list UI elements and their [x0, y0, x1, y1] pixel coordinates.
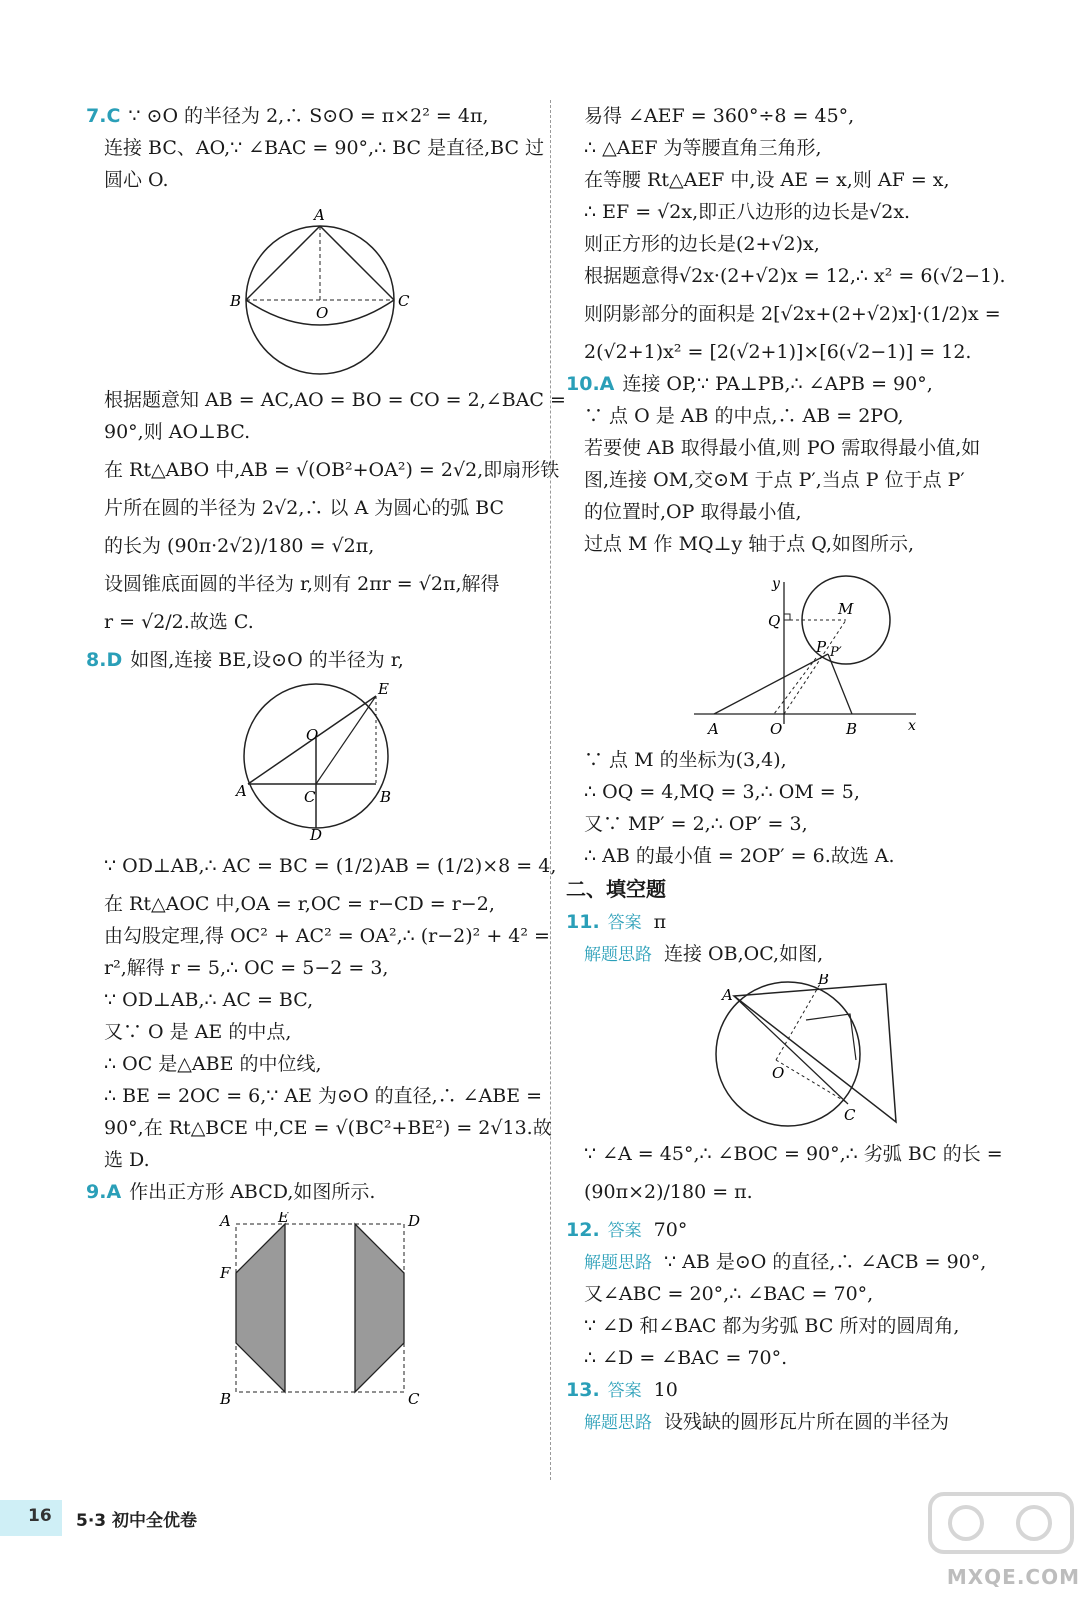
q8-after-3: r²,解得 r = 5,∴ OC = 5−2 = 3,: [104, 957, 389, 979]
q9-label-F: F: [220, 1264, 231, 1282]
q11-after-1: (90π×2)/180 = π.: [584, 1181, 753, 1203]
q8-label-O: O: [306, 726, 319, 744]
q12-answer-line: [566, 1214, 1026, 1246]
q12-hint-line: 解题思路 ∵ AB 是⊙O 的直径,∴ ∠ACB = 90°,: [584, 1251, 987, 1273]
q13-number: 13.: [566, 1379, 600, 1401]
q10-after-3: ∴ AB 的最小值 = 2OP′ = 6.故选 A.: [584, 845, 895, 867]
q7-after-2: 在 Rt△ABO 中,AB = √(OB²+OA²) = 2√2,即扇形铁: [104, 459, 560, 481]
q11-label-A: A: [722, 986, 733, 1004]
q8-after-9: 选 D.: [104, 1149, 150, 1171]
q9c-line-4: 则正方形的边长是(2+√2)x,: [584, 233, 820, 255]
q13-answer: 10: [653, 1379, 678, 1401]
q8-after-5: 又∵ O 是 AE 的中点,: [104, 1021, 292, 1043]
q13-hint-line: 解题思路 设残缺的圆形瓦片所在圆的半径为: [584, 1411, 950, 1433]
q7-figure: [86, 200, 538, 380]
q10-line-5: 过点 M 作 MQ⊥y 轴于点 Q,如图所示,: [584, 533, 914, 555]
q11-label-C: C: [844, 1106, 856, 1124]
q7-line-1: 连接 BC、AO,∵ ∠BAC = 90°,∴ BC 是直径,BC 过: [104, 137, 545, 159]
q7-label-A: A: [314, 206, 325, 224]
q11-label-B: B: [818, 974, 830, 988]
q9c-line-0: 易得 ∠AEF = 360°÷8 = 45°,: [584, 105, 855, 127]
q9-label-D: D: [408, 1212, 421, 1230]
q12-answer: 70°: [653, 1219, 688, 1241]
watermark-text: MXQE.COM: [946, 1565, 1080, 1589]
section-title: 二、填空题: [566, 877, 666, 901]
page-footer: [0, 1500, 1090, 1536]
q9-number: 9.A: [86, 1181, 122, 1203]
q12-answer-tag: 答案: [607, 1221, 642, 1241]
q9-line-0: 9.A 作出正方形 ABCD,如图所示.: [86, 1181, 376, 1203]
q12-line-1: 又∠ABC = 20°,∴ ∠BAC = 70°,: [584, 1283, 874, 1305]
q9-label-A: A: [220, 1212, 231, 1230]
q11-label-O: O: [772, 1064, 785, 1082]
q8-label-C: C: [304, 788, 316, 806]
q8-after-7: ∴ BE = 2OC = 6,∵ AE 为⊙O 的直径,∴ ∠ABE =: [104, 1085, 543, 1107]
q8-number: 8.D: [86, 649, 123, 671]
q11-figure: [566, 974, 1026, 1134]
q7-line-0: 7.C ∵ ⊙O 的半径为 2,∴ S⊙O = π×2² = 4π,: [86, 105, 489, 127]
q11-after-0: ∵ ∠A = 45°,∴ ∠BOC = 90°,∴ 劣弧 BC 的长 =: [584, 1143, 1003, 1165]
q9c-line-5: 根据题意得√2x·(2+√2)x = 12,∴ x² = 6(√2−1).: [584, 265, 1006, 287]
q8-after-6: ∴ OC 是△ABE 的中位线,: [104, 1053, 322, 1075]
q11-number: 11.: [566, 911, 600, 933]
q9c-line-7: 2(√2+1)x² = [2(√2+1)]×[6(√2−1)] = 12.: [584, 341, 972, 363]
q8-label-E: E: [378, 680, 389, 698]
q10-label-y: y: [772, 576, 780, 592]
q7-after-4: 的长为 (90π·2√2)/180 = √2π,: [104, 535, 375, 557]
q10-after-1: ∴ OQ = 4,MQ = 3,∴ OM = 5,: [584, 781, 860, 803]
q11-answer-line: [566, 906, 1026, 938]
right-column: [566, 100, 1026, 1438]
q12-number: 12.: [566, 1219, 600, 1241]
q10-figure: [566, 564, 1026, 740]
q7-after-6: r = √2/2.故选 C.: [104, 611, 254, 633]
q9-label-B: B: [220, 1390, 232, 1408]
q10-label-B: B: [846, 720, 858, 738]
q11-answer: π: [653, 911, 667, 933]
q12-line-2: ∵ ∠D 和∠BAC 都为劣弧 BC 所对的圆周角,: [584, 1315, 960, 1337]
q8-after-8: 90°,在 Rt△BCE 中,CE = √(BC²+BE²) = 2√13.故: [104, 1117, 552, 1139]
book-brand: 5·3 初中全优卷: [76, 1511, 198, 1531]
q8-label-D: D: [310, 826, 323, 840]
q7-label-C: C: [398, 292, 410, 310]
q9c-line-1: ∴ △AEF 为等腰直角三角形,: [584, 137, 822, 159]
q10-label-A: A: [708, 720, 719, 738]
q10-number: 10.A: [566, 373, 615, 395]
q10-line-1: ∵ 点 O 是 AB 的中点,∴ AB = 2PO,: [584, 405, 904, 427]
left-column: [86, 100, 566, 1412]
q10-after-0: ∵ 点 M 的坐标为(3,4),: [584, 749, 787, 771]
q8-after-1: 在 Rt△AOC 中,OA = r,OC = r−CD = r−2,: [104, 893, 495, 915]
q9-label-E: E: [278, 1212, 289, 1226]
q7-after-5: 设圆锥底面圆的半径为 r,则有 2πr = √2π,解得: [104, 573, 500, 595]
q11-hint-tag: 解题思路: [584, 945, 652, 965]
q10-line-4: 的位置时,OP 取得最小值,: [584, 501, 802, 523]
q9c-line-6: 则阴影部分的面积是 2[√2x+(2+√2)x]·(1/2)x =: [584, 303, 1001, 325]
q7-line-2: 圆心 O.: [104, 169, 169, 191]
q7-after-1: 90°,则 AO⊥BC.: [104, 421, 251, 443]
q9-figure: [86, 1212, 538, 1408]
q10-line-0: 10.A 连接 OP,∵ PA⊥PB,∴ ∠APB = 90°,: [566, 373, 933, 395]
q7-after-0: 根据题意知 AB = AC,AO = BO = CO = 2,∠BAC =: [104, 389, 566, 411]
q9c-line-3: ∴ EF = √2x,即正八边形的边长是√2x.: [584, 201, 911, 223]
q11-hint-line: 解题思路 连接 OB,OC,如图,: [584, 943, 824, 965]
q12-line-3: ∴ ∠D = ∠BAC = 70°.: [584, 1347, 788, 1369]
q10-label-M: M: [838, 600, 854, 618]
q8-after-2: 由勾股定理,得 OC² + AC² = OA²,∴ (r−2)² + 4² =: [104, 925, 550, 947]
q7-after-3: 片所在圆的半径为 2√2,∴ 以 A 为圆心的弧 BC: [104, 497, 505, 519]
q9-label-C: C: [408, 1390, 420, 1408]
q8-label-B: B: [380, 788, 392, 806]
q10-line-2: 若要使 AB 取得最小值,则 PO 需取得最小值,如: [584, 437, 981, 459]
column-divider: [550, 100, 551, 1480]
q8-after-0: ∵ OD⊥AB,∴ AC = BC = (1/2)AB = (1/2)×8 = 4,: [104, 855, 557, 877]
q11-answer-tag: 答案: [607, 913, 642, 933]
q7-label-B: B: [230, 292, 242, 310]
q13-answer-tag: 答案: [607, 1381, 642, 1401]
q8-line-0: 8.D 如图,连接 BE,设⊙O 的半径为 r,: [86, 649, 404, 671]
q8-label-A: A: [236, 782, 247, 800]
q10-label-O: O: [770, 720, 783, 738]
q10-label-P: P: [816, 638, 827, 656]
q13-answer-line: [566, 1374, 1026, 1406]
q8-figure: [86, 680, 538, 840]
q8-after-4: ∵ OD⊥AB,∴ AC = BC,: [104, 989, 314, 1011]
q10-label-Q: Q: [768, 612, 781, 630]
q12-hint-tag: 解题思路: [584, 1253, 652, 1273]
q9c-line-2: 在等腰 Rt△AEF 中,设 AE = x,则 AF = x,: [584, 169, 950, 191]
q10-line-3: 图,连接 OM,交⊙M 于点 P′,当点 P 位于点 P′: [584, 469, 965, 491]
q7-label-O: O: [316, 304, 329, 322]
q13-hint-tag: 解题思路: [584, 1413, 652, 1433]
q10-label-x: x: [908, 718, 916, 734]
page-number: 16: [28, 1506, 52, 1526]
q10-label-Pprime: P′: [830, 645, 842, 660]
watermark-logo-icon: [926, 1486, 1076, 1560]
q7-number: 7.C: [86, 105, 121, 127]
q10-after-2: 又∵ MP′ = 2,∴ OP′ = 3,: [584, 813, 808, 835]
